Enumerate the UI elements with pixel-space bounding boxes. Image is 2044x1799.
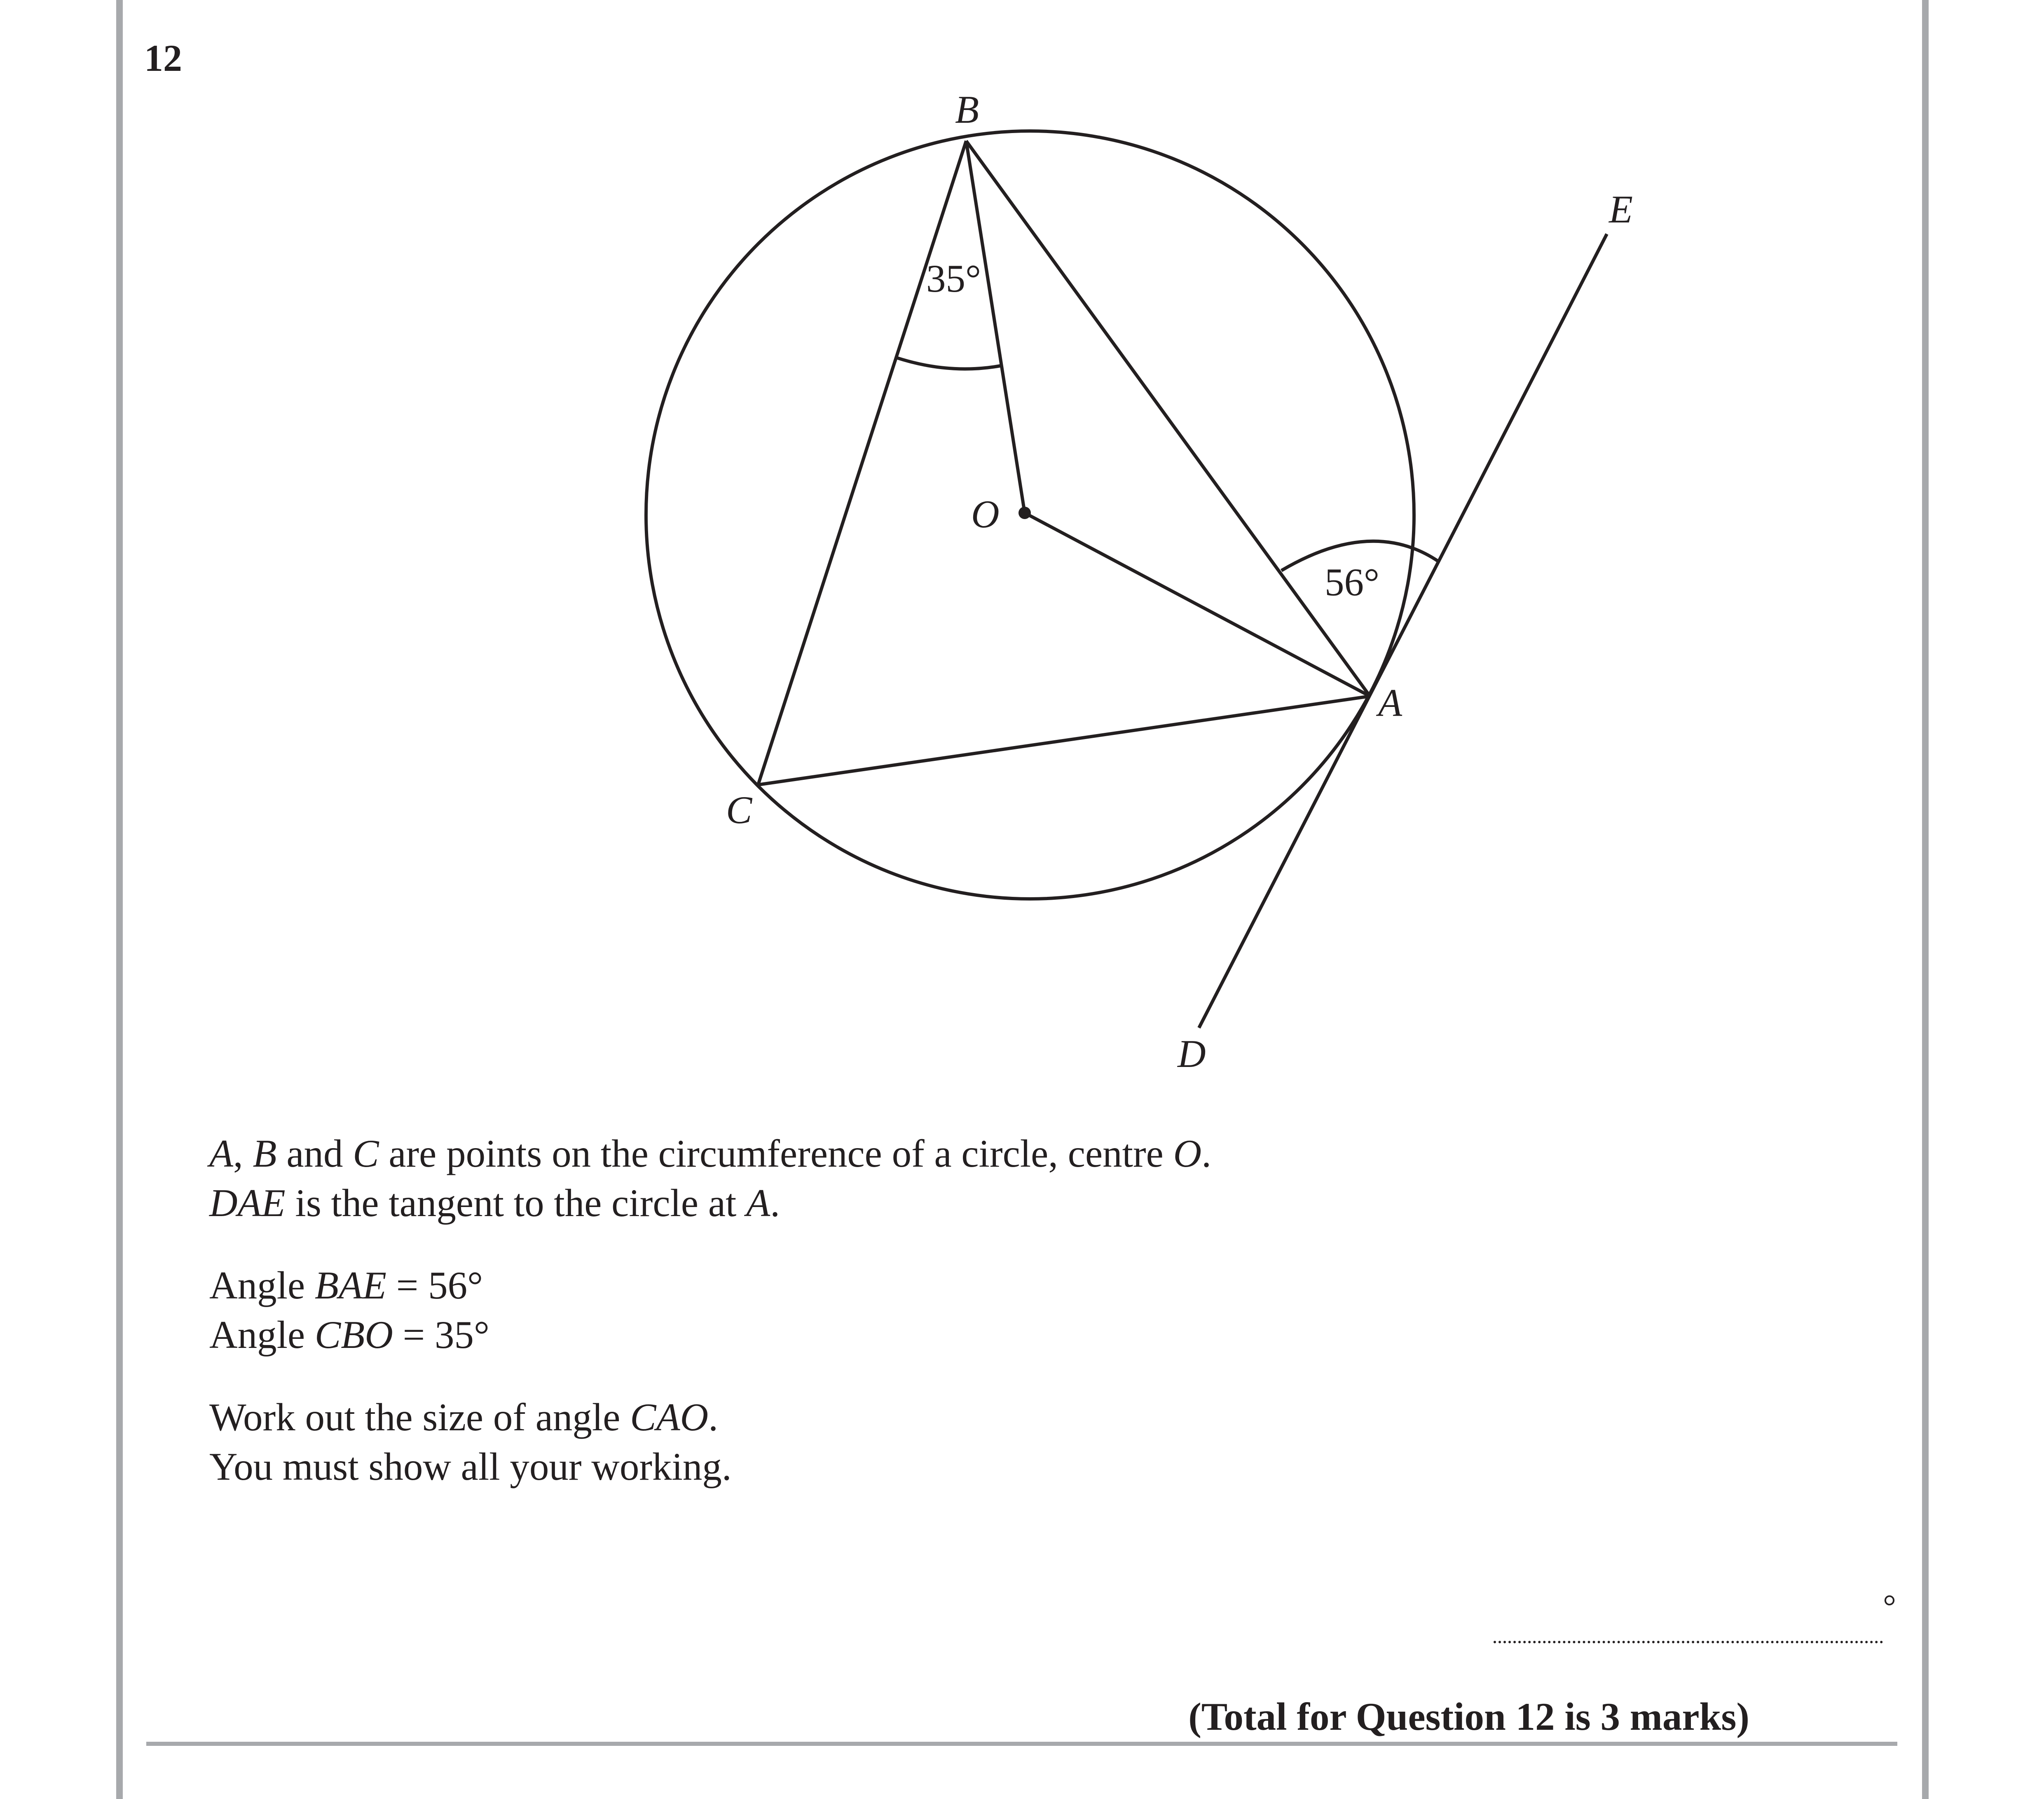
answer-degree-unit: ° <box>1883 1588 1896 1625</box>
chord-ba <box>966 141 1370 696</box>
radius-oa <box>1025 513 1370 696</box>
statement-paragraph <box>209 1129 1610 1228</box>
tangent-line-dae <box>1199 234 1607 1028</box>
statement-line-1: A, B and C are points on the circumference of a circle, centre O. <box>209 1132 1211 1175</box>
radius-bo <box>966 141 1025 513</box>
answer-line[interactable] <box>1494 1641 1883 1643</box>
label-b: B <box>955 88 979 131</box>
total-marks: (Total for Question 12 is 3 marks) <box>1188 1695 1749 1738</box>
bottom-rule <box>146 1742 1897 1746</box>
label-c: C <box>726 788 752 832</box>
given-angle-bae: Angle BAE = 56° <box>209 1263 483 1307</box>
given-paragraph <box>209 1261 1610 1359</box>
label-e: E <box>1609 187 1633 231</box>
label-a: A <box>1378 681 1402 725</box>
centre-point-o <box>1018 507 1031 519</box>
task-line-1: Work out the size of angle CAO. <box>209 1395 718 1439</box>
chord-bc <box>758 141 966 785</box>
angle-label-cbo: 35° <box>926 257 981 300</box>
question-number: 12 <box>144 37 182 79</box>
angle-arc-cbo <box>896 358 1000 369</box>
question-text <box>209 1129 1610 1524</box>
chord-ca <box>758 696 1370 785</box>
angle-label-bae: 56° <box>1325 560 1379 604</box>
task-paragraph <box>209 1392 1610 1491</box>
statement-line-2: DAE is the tangent to the circle at A. <box>209 1181 780 1225</box>
label-o: O <box>971 492 1000 536</box>
given-angle-cbo: Angle CBO = 35° <box>209 1313 489 1357</box>
task-line-2: You must show all your working. <box>209 1445 732 1488</box>
label-d: D <box>1178 1032 1206 1076</box>
